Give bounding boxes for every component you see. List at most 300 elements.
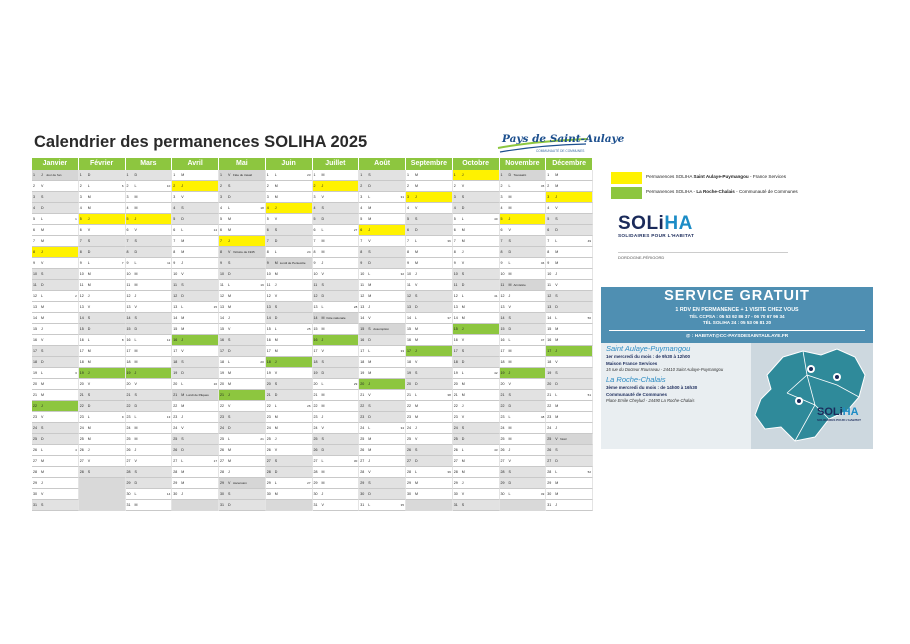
day-letter: D <box>41 206 44 210</box>
soliha-tagline: SOLIDAIRES POUR L'HABITAT <box>817 418 861 422</box>
day-letter: S <box>274 459 278 463</box>
day-letter: V <box>461 415 465 419</box>
week-number: 30 <box>353 459 358 463</box>
day-cell <box>126 434 173 445</box>
day-letter: S <box>368 404 371 408</box>
day-cell <box>266 170 313 181</box>
day-cell <box>126 269 173 280</box>
day-number: 8 <box>547 250 550 254</box>
day-number: 1 <box>126 173 129 177</box>
day-number: 27 <box>220 459 224 463</box>
week-number: 38 <box>447 393 451 397</box>
week-number: 28 <box>353 305 358 309</box>
day-letter: D <box>555 382 558 386</box>
day-cell <box>32 445 79 456</box>
day-number: 21 <box>266 393 271 397</box>
day-letter: J <box>555 195 558 199</box>
day-cell <box>32 434 79 445</box>
day-letter: L <box>274 481 277 485</box>
site2-schedule: 3ème mercredi du mois : de 14h00 à 16h30 <box>606 385 698 390</box>
day-letter: S <box>368 481 371 485</box>
day-letter: V <box>228 481 231 485</box>
month-header-novembre: Novembre <box>500 158 547 170</box>
day-number: 26 <box>360 448 365 452</box>
day-number: 6 <box>500 228 503 232</box>
month-header-décembre: Décembre <box>546 158 593 170</box>
day-cell <box>79 225 126 236</box>
day-number: 19 <box>220 371 224 375</box>
day-cell <box>546 280 593 291</box>
day-letter: J <box>555 272 558 276</box>
day-number: 28 <box>126 470 131 474</box>
day-letter: M <box>461 305 465 309</box>
day-letter: V <box>134 228 137 232</box>
day-letter: J <box>87 448 90 452</box>
day-cell <box>32 467 79 478</box>
day-letter: M <box>508 349 512 353</box>
day-number: 25 <box>407 437 411 441</box>
day-cell <box>546 445 593 456</box>
day-number: 4 <box>266 206 269 210</box>
day-letter: M <box>181 481 185 485</box>
day-letter: D <box>87 173 91 177</box>
day-letter: M <box>41 239 44 243</box>
day-cell <box>359 313 406 324</box>
day-cell <box>172 379 219 390</box>
day-letter: V <box>228 173 231 177</box>
day-letter: S <box>461 195 465 199</box>
day-letter: D <box>274 239 278 243</box>
day-cell <box>172 401 219 412</box>
day-cell <box>219 192 266 203</box>
day-letter: J <box>461 327 464 331</box>
day-cell <box>313 192 363 203</box>
day-cell <box>313 357 360 368</box>
day-letter: S <box>41 272 44 276</box>
day-letter: V <box>181 272 184 276</box>
day-cell <box>126 357 173 368</box>
day-cell <box>313 478 360 489</box>
day-letter: V <box>555 283 558 287</box>
day-number: 22 <box>547 404 552 408</box>
day-letter: D <box>321 448 325 452</box>
day-letter: M <box>228 448 231 452</box>
day-number: 27 <box>547 459 552 463</box>
day-letter: D <box>228 503 231 507</box>
day-number: 17 <box>79 349 84 353</box>
month-header-avril: Avril <box>172 158 219 170</box>
day-number: 22 <box>126 404 131 408</box>
holiday-label: Lundi de Pâques <box>186 393 209 397</box>
day-cell <box>546 390 593 401</box>
day-letter: J <box>321 338 324 342</box>
day-number: 30 <box>313 492 318 496</box>
day-letter: V <box>321 349 324 353</box>
day-letter: J <box>181 492 184 496</box>
day-cell <box>406 214 453 225</box>
day-cell <box>79 192 126 203</box>
day-cell <box>313 489 360 500</box>
day-number: 14 <box>500 316 505 320</box>
week-number: 17 <box>213 459 217 463</box>
day-letter: J <box>415 195 417 199</box>
day-cell <box>359 181 406 192</box>
day-cell <box>546 467 593 478</box>
day-cell <box>313 346 360 357</box>
day-letter: L <box>181 305 184 309</box>
day-number: 17 <box>500 349 505 353</box>
day-letter: M <box>228 305 231 309</box>
day-letter: D <box>87 250 91 254</box>
day-cell <box>453 489 500 500</box>
day-letter: V <box>555 206 558 210</box>
day-number: 16 <box>500 338 505 342</box>
day-letter: L <box>321 382 324 386</box>
day-cell <box>313 434 360 445</box>
day-number: 5 <box>407 217 409 221</box>
day-number: 20 <box>360 382 365 386</box>
day-letter: M <box>508 426 512 430</box>
day-letter: M <box>461 459 465 463</box>
day-letter: S <box>461 272 465 276</box>
day-cell <box>266 181 313 192</box>
day-letter: L <box>87 184 90 188</box>
week-number: 15 <box>213 305 217 309</box>
day-cell <box>359 214 406 225</box>
day-letter: S <box>41 503 44 507</box>
day-letter: M <box>87 195 91 199</box>
day-letter: J <box>228 316 230 320</box>
day-number: 3 <box>453 195 456 199</box>
day-letter: V <box>41 415 44 419</box>
day-letter: M <box>134 349 138 353</box>
day-number: 23 <box>453 415 458 419</box>
day-number: 30 <box>407 492 411 496</box>
day-cell <box>313 335 360 346</box>
day-cell <box>32 335 79 346</box>
holiday-label: Assomption <box>373 327 389 331</box>
day-letter: M <box>368 371 372 375</box>
day-letter: S <box>415 294 418 298</box>
week-number: 4 <box>75 448 77 452</box>
day-cell <box>406 489 453 500</box>
day-cell <box>172 214 219 225</box>
week-number: 47 <box>540 338 545 342</box>
month-header-juillet: Juillet <box>313 158 360 170</box>
day-cell <box>32 291 79 302</box>
day-number: 4 <box>33 206 35 210</box>
day-number: 3 <box>313 195 316 199</box>
day-letter: J <box>461 173 464 177</box>
day-letter: D <box>181 294 184 298</box>
day-letter: L <box>181 382 184 386</box>
day-cell <box>453 269 500 280</box>
day-cell <box>313 203 363 214</box>
day-number: 8 <box>173 250 176 254</box>
day-cell <box>406 324 453 335</box>
day-letter: M <box>321 250 325 254</box>
banner-phone-soliha: TÉL SOLIHA 24 : 05 53 06 81 20 <box>702 320 772 325</box>
day-letter: D <box>321 294 325 298</box>
day-letter: M <box>555 415 559 419</box>
day-cell <box>313 291 360 302</box>
day-number: 10 <box>126 272 131 276</box>
day-cell <box>172 247 219 258</box>
day-number: 27 <box>79 459 84 463</box>
day-number: 3 <box>220 195 222 199</box>
day-cell <box>219 467 266 478</box>
legend-text: Permanences SOLIHA - La Roche-Chalais - Communauté de Communes <box>646 189 798 194</box>
site2-address: Place Emile Cheylud - 24490 La Roche-Chalais <box>606 398 695 403</box>
day-cell <box>359 192 406 203</box>
day-number: 12 <box>266 294 271 298</box>
day-cell <box>172 335 219 346</box>
day-number: 25 <box>266 437 271 441</box>
day-cell <box>546 335 593 346</box>
day-letter: L <box>228 437 230 441</box>
day-cell <box>406 478 453 489</box>
soliha-region: DORDOGNE-PÉRIGORD <box>618 255 665 260</box>
day-number: 21 <box>220 393 224 397</box>
holiday-label: Jour de l'an <box>46 173 62 177</box>
day-cell <box>32 390 79 401</box>
day-cell <box>266 401 313 412</box>
day-cell <box>79 236 126 247</box>
day-letter: J <box>321 492 324 496</box>
day-letter: S <box>508 239 511 243</box>
day-letter: M <box>461 228 465 232</box>
day-cell <box>219 434 266 445</box>
day-number: 12 <box>220 294 224 298</box>
day-letter: M <box>555 481 559 485</box>
month-header-mai: Mai <box>219 158 266 170</box>
week-number: 10 <box>166 184 171 188</box>
day-letter: J <box>41 173 43 177</box>
day-number: 4 <box>313 206 316 210</box>
day-letter: M <box>87 437 91 441</box>
day-cell <box>500 181 550 192</box>
day-letter: V <box>368 470 371 474</box>
day-cell <box>500 192 550 203</box>
day-cell <box>266 214 313 225</box>
day-cell <box>172 346 219 357</box>
day-number: 13 <box>313 305 318 309</box>
day-number: 31 <box>220 503 224 507</box>
day-letter: J <box>134 217 137 221</box>
site1-schedule: 1er mercredi du mois : de 9h30 à 12h00 <box>606 354 691 359</box>
day-cell <box>172 324 219 335</box>
day-letter: J <box>555 349 558 353</box>
day-number: 7 <box>500 239 503 243</box>
day-letter: S <box>508 393 511 397</box>
day-letter: J <box>87 371 90 375</box>
day-cell <box>126 291 173 302</box>
day-cell <box>546 269 593 280</box>
day-letter: M <box>555 184 559 188</box>
day-number: 8 <box>33 250 35 254</box>
day-cell <box>406 313 453 324</box>
day-number: 19 <box>547 371 552 375</box>
day-cell <box>219 269 266 280</box>
day-letter: D <box>87 404 91 408</box>
banner-email[interactable]: @ : HABITAT@CC-PAYSDESAINTAULAYE.FR <box>685 334 789 339</box>
day-letter: S <box>181 360 184 364</box>
day-letter: J <box>461 481 464 485</box>
day-letter: M <box>415 338 418 342</box>
week-number: 32 <box>400 272 404 276</box>
day-letter: V <box>368 316 371 320</box>
day-letter: D <box>555 305 558 309</box>
day-cell <box>500 346 547 357</box>
day-cell <box>313 236 363 247</box>
day-letter: M <box>134 272 138 276</box>
day-cell <box>219 489 266 500</box>
day-letter: M <box>321 470 325 474</box>
day-cell <box>126 401 173 412</box>
day-cell <box>546 225 593 236</box>
week-number: 27 <box>307 481 311 485</box>
day-cell <box>79 456 126 467</box>
day-cell <box>546 192 593 203</box>
day-letter: V <box>181 426 184 430</box>
day-cell <box>266 324 313 335</box>
day-cell <box>266 368 313 379</box>
day-number: 10 <box>453 272 458 276</box>
day-letter: L <box>87 338 90 342</box>
day-number: 24 <box>407 426 411 430</box>
day-number: 13 <box>79 305 84 309</box>
day-number: 21 <box>173 393 178 397</box>
day-number: 24 <box>453 426 458 430</box>
day-cell <box>313 445 360 456</box>
day-cell <box>313 324 360 335</box>
legend-text: Permanences SOLIHA Saint Aulaye-Puymangou - France Services <box>646 174 787 179</box>
day-letter: V <box>415 437 418 441</box>
day-letter: J <box>508 217 511 221</box>
day-number: 24 <box>220 426 224 430</box>
day-letter: V <box>321 195 324 199</box>
day-number: 11 <box>33 283 37 287</box>
day-cell <box>219 390 266 401</box>
day-cell <box>453 423 500 434</box>
day-number: 15 <box>453 327 458 331</box>
day-letter: D <box>368 261 371 265</box>
day-letter: S <box>461 349 465 353</box>
day-letter: L <box>274 327 277 331</box>
day-cell <box>219 445 266 456</box>
day-letter: M <box>41 470 44 474</box>
day-number: 19 <box>407 371 411 375</box>
day-cell <box>32 456 79 467</box>
week-number: 19 <box>260 283 264 287</box>
day-number: 25 <box>79 437 84 441</box>
day-number: 28 <box>547 470 552 474</box>
day-number: 1 <box>79 173 82 177</box>
day-letter: M <box>228 294 231 298</box>
day-number: 16 <box>360 338 365 342</box>
week-number: 13 <box>166 415 171 419</box>
day-letter: L <box>41 448 43 452</box>
day-number: 21 <box>126 393 131 397</box>
week-number: 8 <box>121 338 124 342</box>
day-number: 29 <box>453 481 458 485</box>
day-cell <box>500 412 547 423</box>
day-cell <box>126 302 173 313</box>
day-cell <box>313 225 363 236</box>
day-number: 26 <box>220 448 224 452</box>
day-number: 2 <box>313 184 316 188</box>
day-number: 30 <box>173 492 178 496</box>
day-number: 24 <box>500 426 505 430</box>
day-number: 11 <box>266 283 271 287</box>
day-letter: S <box>368 173 371 177</box>
week-number: 14 <box>166 492 171 496</box>
day-number: 31 <box>360 503 365 507</box>
day-number: 28 <box>79 470 84 474</box>
day-cell <box>453 247 500 258</box>
day-letter: J <box>415 272 417 276</box>
day-letter: V <box>41 338 44 342</box>
day-cell <box>359 302 406 313</box>
day-letter: L <box>134 184 137 188</box>
day-letter: S <box>508 316 511 320</box>
day-letter: S <box>461 503 465 507</box>
day-letter: J <box>274 283 277 287</box>
day-cell <box>79 302 126 313</box>
empty-cell <box>79 489 126 500</box>
banner-title: SERVICE GRATUIT <box>664 288 810 304</box>
day-cell <box>79 324 126 335</box>
day-letter: M <box>368 294 372 298</box>
day-letter: L <box>228 360 230 364</box>
day-letter: S <box>321 360 324 364</box>
week-number: 31 <box>400 195 404 199</box>
day-number: 23 <box>220 415 224 419</box>
day-letter: M <box>555 173 559 177</box>
day-number: 20 <box>453 382 458 386</box>
day-cell <box>172 434 219 445</box>
day-cell <box>453 214 500 225</box>
day-letter: M <box>555 327 559 331</box>
day-letter: D <box>274 316 278 320</box>
day-cell <box>546 258 593 269</box>
day-number: 16 <box>453 338 458 342</box>
day-cell <box>546 291 593 302</box>
day-number: 21 <box>453 393 458 397</box>
day-cell <box>219 368 266 379</box>
day-letter: S <box>228 338 231 342</box>
day-number: 22 <box>266 404 271 408</box>
week-number: 52 <box>587 470 591 474</box>
day-cell <box>406 467 453 478</box>
day-cell <box>172 423 219 434</box>
day-letter: M <box>41 305 44 309</box>
day-letter: L <box>508 184 511 188</box>
day-number: 13 <box>220 305 224 309</box>
week-number: 33 <box>400 349 404 353</box>
day-cell <box>219 313 266 324</box>
day-number: 19 <box>313 371 318 375</box>
day-cell <box>546 236 593 247</box>
day-cell <box>32 181 79 192</box>
day-number: 10 <box>407 272 411 276</box>
day-number: 11 <box>220 283 224 287</box>
day-number: 6 <box>407 228 409 232</box>
day-letter: J <box>274 360 277 364</box>
week-number: 39 <box>447 470 451 474</box>
day-cell <box>79 313 126 324</box>
day-cell <box>546 203 593 214</box>
